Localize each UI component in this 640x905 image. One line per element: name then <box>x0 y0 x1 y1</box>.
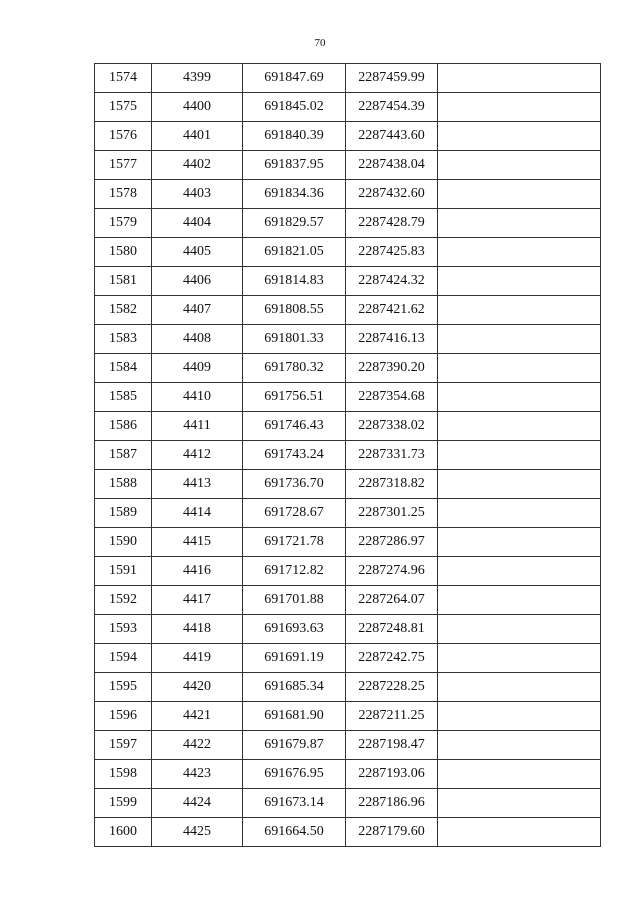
y-coordinate-cell: 2287424.32 <box>346 267 438 296</box>
y-coordinate-cell: 2287443.60 <box>346 122 438 151</box>
point-id-cell: 4416 <box>152 557 243 586</box>
point-id-cell: 4408 <box>152 325 243 354</box>
note-cell <box>438 789 601 818</box>
table-body <box>95 64 601 847</box>
table-row <box>95 122 601 151</box>
point-id-cell: 4415 <box>152 528 243 557</box>
table-row <box>95 789 601 818</box>
point-id-cell: 4399 <box>152 64 243 93</box>
point-id-cell: 4421 <box>152 702 243 731</box>
x-coordinate-cell: 691837.95 <box>243 151 346 180</box>
y-coordinate-cell: 2287354.68 <box>346 383 438 412</box>
table-row <box>95 499 601 528</box>
row-index-cell: 1577 <box>95 151 152 180</box>
note-cell <box>438 441 601 470</box>
point-id-cell: 4405 <box>152 238 243 267</box>
x-coordinate-cell: 691736.70 <box>243 470 346 499</box>
x-coordinate-cell: 691676.95 <box>243 760 346 789</box>
note-cell <box>438 64 601 93</box>
point-id-cell: 4412 <box>152 441 243 470</box>
table-row <box>95 151 601 180</box>
x-coordinate-cell: 691743.24 <box>243 441 346 470</box>
y-coordinate-cell: 2287390.20 <box>346 354 438 383</box>
table-row <box>95 702 601 731</box>
row-index-cell: 1598 <box>95 760 152 789</box>
note-cell <box>438 383 601 412</box>
y-coordinate-cell: 2287428.79 <box>346 209 438 238</box>
x-coordinate-cell: 691829.57 <box>243 209 346 238</box>
point-id-cell: 4401 <box>152 122 243 151</box>
x-coordinate-cell: 691780.32 <box>243 354 346 383</box>
table-row <box>95 325 601 354</box>
y-coordinate-cell: 2287179.60 <box>346 818 438 847</box>
point-id-cell: 4418 <box>152 615 243 644</box>
point-id-cell: 4420 <box>152 673 243 702</box>
note-cell <box>438 702 601 731</box>
note-cell <box>438 209 601 238</box>
row-index-cell: 1579 <box>95 209 152 238</box>
note-cell <box>438 180 601 209</box>
row-index-cell: 1578 <box>95 180 152 209</box>
row-index-cell: 1594 <box>95 644 152 673</box>
table-row <box>95 673 601 702</box>
table-row <box>95 644 601 673</box>
table-row <box>95 586 601 615</box>
x-coordinate-cell: 691756.51 <box>243 383 346 412</box>
point-id-cell: 4422 <box>152 731 243 760</box>
x-coordinate-cell: 691691.19 <box>243 644 346 673</box>
note-cell <box>438 296 601 325</box>
table-row <box>95 615 601 644</box>
table-row <box>95 383 601 412</box>
row-index-cell: 1585 <box>95 383 152 412</box>
row-index-cell: 1591 <box>95 557 152 586</box>
x-coordinate-cell: 691673.14 <box>243 789 346 818</box>
row-index-cell: 1584 <box>95 354 152 383</box>
table-row <box>95 528 601 557</box>
y-coordinate-cell: 2287421.62 <box>346 296 438 325</box>
note-cell <box>438 151 601 180</box>
y-coordinate-cell: 2287425.83 <box>346 238 438 267</box>
note-cell <box>438 267 601 296</box>
note-cell <box>438 528 601 557</box>
point-id-cell: 4406 <box>152 267 243 296</box>
x-coordinate-cell: 691746.43 <box>243 412 346 441</box>
table-row <box>95 180 601 209</box>
note-cell <box>438 93 601 122</box>
note-cell <box>438 412 601 441</box>
row-index-cell: 1589 <box>95 499 152 528</box>
row-index-cell: 1592 <box>95 586 152 615</box>
row-index-cell: 1599 <box>95 789 152 818</box>
row-index-cell: 1593 <box>95 615 152 644</box>
x-coordinate-cell: 691712.82 <box>243 557 346 586</box>
note-cell <box>438 557 601 586</box>
x-coordinate-cell: 691847.69 <box>243 64 346 93</box>
row-index-cell: 1595 <box>95 673 152 702</box>
row-index-cell: 1580 <box>95 238 152 267</box>
row-index-cell: 1597 <box>95 731 152 760</box>
x-coordinate-cell: 691845.02 <box>243 93 346 122</box>
row-index-cell: 1583 <box>95 325 152 354</box>
table-row <box>95 238 601 267</box>
note-cell <box>438 470 601 499</box>
y-coordinate-cell: 2287459.99 <box>346 64 438 93</box>
note-cell <box>438 818 601 847</box>
point-id-cell: 4425 <box>152 818 243 847</box>
note-cell <box>438 673 601 702</box>
row-index-cell: 1596 <box>95 702 152 731</box>
x-coordinate-cell: 691693.63 <box>243 615 346 644</box>
row-index-cell: 1586 <box>95 412 152 441</box>
point-id-cell: 4403 <box>152 180 243 209</box>
note-cell <box>438 354 601 383</box>
x-coordinate-cell: 691814.83 <box>243 267 346 296</box>
y-coordinate-cell: 2287264.07 <box>346 586 438 615</box>
x-coordinate-cell: 691679.87 <box>243 731 346 760</box>
x-coordinate-cell: 691664.50 <box>243 818 346 847</box>
y-coordinate-cell: 2287248.81 <box>346 615 438 644</box>
y-coordinate-cell: 2287274.96 <box>346 557 438 586</box>
point-id-cell: 4424 <box>152 789 243 818</box>
x-coordinate-cell: 691701.88 <box>243 586 346 615</box>
x-coordinate-cell: 691685.34 <box>243 673 346 702</box>
point-id-cell: 4400 <box>152 93 243 122</box>
y-coordinate-cell: 2287286.97 <box>346 528 438 557</box>
y-coordinate-cell: 2287228.25 <box>346 673 438 702</box>
x-coordinate-cell: 691834.36 <box>243 180 346 209</box>
table-row <box>95 267 601 296</box>
note-cell <box>438 615 601 644</box>
point-id-cell: 4414 <box>152 499 243 528</box>
y-coordinate-cell: 2287331.73 <box>346 441 438 470</box>
row-index-cell: 1581 <box>95 267 152 296</box>
table-row <box>95 731 601 760</box>
y-coordinate-cell: 2287438.04 <box>346 151 438 180</box>
y-coordinate-cell: 2287242.75 <box>346 644 438 673</box>
table-row <box>95 296 601 325</box>
table-row <box>95 557 601 586</box>
table-row <box>95 441 601 470</box>
table-row <box>95 412 601 441</box>
note-cell <box>438 586 601 615</box>
note-cell <box>438 122 601 151</box>
table-row <box>95 209 601 238</box>
point-id-cell: 4402 <box>152 151 243 180</box>
y-coordinate-cell: 2287193.06 <box>346 760 438 789</box>
y-coordinate-cell: 2287211.25 <box>346 702 438 731</box>
table-row <box>95 64 601 93</box>
y-coordinate-cell: 2287432.60 <box>346 180 438 209</box>
x-coordinate-cell: 691681.90 <box>243 702 346 731</box>
y-coordinate-cell: 2287198.47 <box>346 731 438 760</box>
point-id-cell: 4404 <box>152 209 243 238</box>
table-row <box>95 760 601 789</box>
coordinates-table <box>94 63 601 847</box>
row-index-cell: 1590 <box>95 528 152 557</box>
table-row <box>95 818 601 847</box>
point-id-cell: 4423 <box>152 760 243 789</box>
point-id-cell: 4411 <box>152 412 243 441</box>
table-row <box>95 470 601 499</box>
y-coordinate-cell: 2287338.02 <box>346 412 438 441</box>
note-cell <box>438 325 601 354</box>
page-number: 70 <box>314 37 326 49</box>
row-index-cell: 1575 <box>95 93 152 122</box>
point-id-cell: 4407 <box>152 296 243 325</box>
y-coordinate-cell: 2287416.13 <box>346 325 438 354</box>
x-coordinate-cell: 691728.67 <box>243 499 346 528</box>
x-coordinate-cell: 691821.05 <box>243 238 346 267</box>
note-cell <box>438 760 601 789</box>
y-coordinate-cell: 2287318.82 <box>346 470 438 499</box>
y-coordinate-cell: 2287301.25 <box>346 499 438 528</box>
row-index-cell: 1588 <box>95 470 152 499</box>
x-coordinate-cell: 691721.78 <box>243 528 346 557</box>
point-id-cell: 4409 <box>152 354 243 383</box>
row-index-cell: 1600 <box>95 818 152 847</box>
row-index-cell: 1587 <box>95 441 152 470</box>
row-index-cell: 1582 <box>95 296 152 325</box>
note-cell <box>438 644 601 673</box>
y-coordinate-cell: 2287454.39 <box>346 93 438 122</box>
table-row <box>95 93 601 122</box>
note-cell <box>438 499 601 528</box>
point-id-cell: 4419 <box>152 644 243 673</box>
point-id-cell: 4417 <box>152 586 243 615</box>
x-coordinate-cell: 691840.39 <box>243 122 346 151</box>
note-cell <box>438 238 601 267</box>
point-id-cell: 4410 <box>152 383 243 412</box>
row-index-cell: 1574 <box>95 64 152 93</box>
point-id-cell: 4413 <box>152 470 243 499</box>
row-index-cell: 1576 <box>95 122 152 151</box>
table-row <box>95 354 601 383</box>
x-coordinate-cell: 691801.33 <box>243 325 346 354</box>
y-coordinate-cell: 2287186.96 <box>346 789 438 818</box>
note-cell <box>438 731 601 760</box>
x-coordinate-cell: 691808.55 <box>243 296 346 325</box>
